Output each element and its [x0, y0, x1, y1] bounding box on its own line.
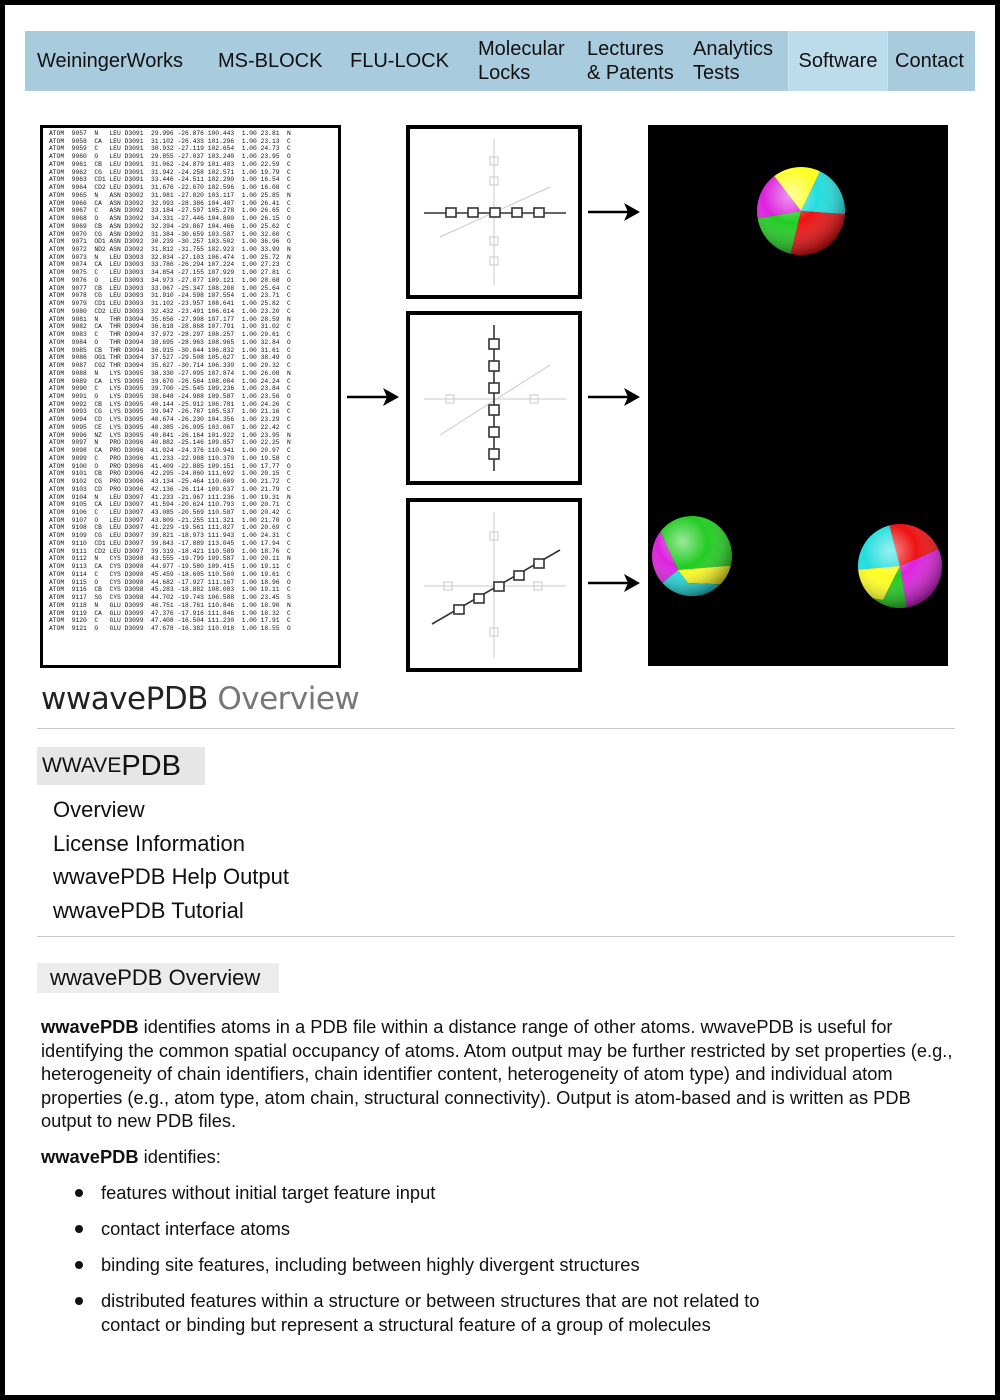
list-item: features without initial target feature input	[75, 1181, 821, 1205]
nav-label: WeiningerWorks	[37, 50, 183, 72]
page-title-part2: Overview	[217, 681, 360, 717]
nav-software[interactable]	[788, 31, 888, 91]
pdb-row: ATOM 9116 CB CYS D3098 45.283 -18.882 108.083 1.00 19.11 C	[49, 586, 291, 594]
pdb-row: ATOM 9058 CA LEU D3091 31.102 -26.433 101.296 1.00 23.13 C	[49, 137, 291, 145]
pdb-row: ATOM 9112 N CYS D3098 43.555 -19.799 109.587 1.00 20.11 N	[49, 555, 291, 563]
pdb-row: ATOM 9097 N PRO D3096 40.882 -25.146 109.857 1.00 22.25 N	[49, 439, 291, 447]
toc-list	[53, 793, 289, 927]
pdb-row: ATOM 9091 O LYS D3095 38.648 -24.988 109.587 1.00 23.56 O	[49, 392, 291, 400]
page-title-part1: wwavePDB	[41, 681, 208, 717]
nav-label: FLU-LOCK	[350, 50, 449, 72]
pdb-row: ATOM 9102 CG PRO D3096 43.134 -25.464 110.609 1.00 21.72 C	[49, 478, 291, 486]
pdb-listing-text	[49, 130, 338, 633]
pdb-row: ATOM 9098 CA PRO D3096 41.024 -24.376 110.941 1.00 20.97 C	[49, 447, 291, 455]
intro-text: identifies atoms in a PDB file within a distance range of other atoms. wwavePDB is useful for identifying the common spatial occupancy of atoms. Atom output may be further restricted by set properties (e.g., heterogeneity of chain identifiers, chain identifier content, heterogeneity of atom type) and individual atom properties (e.g., atom type, atom chain, structural connectivity). Output is atom-based and is written as PDB output to new PDB files.	[41, 1016, 953, 1132]
pdb-row: ATOM 9061 CB LEU D3091 31.062 -24.879 101.483 1.00 22.59 C	[49, 160, 291, 168]
pdb-row: ATOM 9105 CA LEU D3097 41.594 -20.624 110.793 1.00 20.71 C	[49, 501, 291, 509]
pdb-row: ATOM 9099 C PRO D3096 41.233 -22.988 110.370 1.00 19.58 C	[49, 454, 291, 462]
pdb-row: ATOM 9078 CG LEU D3093 31.910 -24.598 107.554 1.00 23.71 C	[49, 292, 291, 300]
sphere-bottom-right	[853, 520, 948, 615]
toc-header-big: PDB	[121, 749, 181, 782]
toc-link-help-output[interactable]: wwavePDB Help Output	[53, 864, 289, 889]
nav-label-line2: Tests	[693, 62, 740, 84]
pdb-row: ATOM 9063 CD1 LEU D3091 33.446 -24.511 102.290 1.00 16.54 C	[49, 176, 291, 184]
pdb-row: ATOM 9080 CD2 LEU D3093 32.432 -23.491 106.614 1.00 23.20 C	[49, 307, 291, 315]
page-frame	[5, 5, 995, 1395]
pdb-row: ATOM 9064 CD2 LEU D3091 31.676 -22.670 102.596 1.00 16.08 C	[49, 184, 291, 192]
pdb-row: ATOM 9100 O PRO D3096 41.409 -22.885 109.151 1.00 17.77 O	[49, 462, 291, 470]
pdb-row: ATOM 9103 CD PRO D3096 42.136 -26.114 109.637 1.00 21.79 C	[49, 485, 291, 493]
pdb-row: ATOM 9118 N GLU D3099 46.751 -18.761 110.846 1.00 18.90 N	[49, 601, 291, 609]
pdb-row: ATOM 9074 CA LEU D3093 33.786 -26.294 107.224 1.00 27.23 C	[49, 261, 291, 269]
pdb-row: ATOM 9057 N LEU D3091 29.996 -26.876 100.443 1.00 23.81 N	[49, 130, 291, 137]
pdb-row: ATOM 9060 O LEU D3091 29.855 -27.037 103.240 1.00 23.95 O	[49, 153, 291, 161]
pdb-row: ATOM 9107 O LEU D3097 43.809 -21.255 111.321 1.00 21.70 O	[49, 516, 291, 524]
section-heading: wwavePDB Overview	[37, 963, 279, 993]
nav-label-line1: Analytics	[693, 38, 774, 60]
nav-molecular-locks[interactable]	[478, 31, 565, 91]
pdb-row: ATOM 9059 C LEU D3091 30.932 -27.119 102.654 1.00 24.73 C	[49, 145, 291, 153]
pdb-row: ATOM 9086 OG1 THR D3094 37.527 -29.508 105.627 1.00 38.49 O	[49, 354, 291, 362]
intro-paragraph	[41, 1015, 953, 1133]
pdb-row: ATOM 9115 O CYS D3098 44.682 -17.927 111.167 1.00 18.96 O	[49, 578, 291, 586]
pdb-row: ATOM 9101 CB PRO D3096 42.295 -24.860 111.692 1.00 20.15 C	[49, 470, 291, 478]
arrow-right-icon	[588, 200, 642, 224]
toc-link-overview[interactable]: Overview	[53, 797, 145, 822]
pdb-row: ATOM 9090 C LYS D3095 39.700 -25.545 109.236 1.00 23.84 C	[49, 385, 291, 393]
nav-analytics-tests[interactable]	[693, 31, 773, 91]
pdb-row: ATOM 9092 CB LYS D3095 40.144 -25.912 106.781 1.00 24.26 C	[49, 400, 291, 408]
pdb-row: ATOM 9076 O LEU D3093 34.973 -27.077 109.121 1.00 28.68 O	[49, 276, 291, 284]
pdb-row: ATOM 9073 N LEU D3093 32.834 -27.103 106.474 1.00 25.72 N	[49, 253, 291, 261]
pdb-row: ATOM 9093 CG LYS D3095 39.947 -26.787 105.537 1.00 21.16 C	[49, 408, 291, 416]
pdb-row: ATOM 9081 N THR D3094 35.656 -27.908 107.177 1.00 28.59 N	[49, 315, 291, 323]
pdb-row: ATOM 9106 C LEU D3097 43.085 -20.569 110.587 1.00 20.42 C	[49, 508, 291, 516]
sphere-top	[748, 155, 858, 265]
pdb-row: ATOM 9110 CD1 LEU D3097 39.843 -17.889 113.045 1.00 17.94 C	[49, 539, 291, 547]
toc-header	[37, 747, 205, 785]
pdb-row: ATOM 9094 CD LYS D3095 40.674 -26.230 104.356 1.00 23.29 C	[49, 416, 291, 424]
pdb-row: ATOM 9109 CG LEU D3097 39.821 -18.973 111.943 1.00 24.31 C	[49, 532, 291, 540]
pdb-row: ATOM 9087 CG2 THR D3094 35.627 -30.714 106.330 1.00 29.32 C	[49, 362, 291, 370]
top-nav	[25, 31, 975, 91]
nav-label-line1: Lectures	[587, 38, 664, 60]
pdb-row: ATOM 9084 O THR D3094 38.695 -28.963 108.965 1.00 32.84 O	[49, 338, 291, 346]
nav-ms-block[interactable]	[218, 31, 322, 91]
pdb-row: ATOM 9113 CA CYS D3098 44.977 -19.580 109.415 1.00 19.11 C	[49, 563, 291, 571]
pdb-row: ATOM 9089 CA LYS D3095 39.670 -26.584 108.084 1.00 24.24 C	[49, 377, 291, 385]
molecule-diagram-diagonal	[406, 498, 582, 672]
pdb-row: ATOM 9095 CE LYS D3095 40.385 -26.995 103.067 1.00 22.42 C	[49, 423, 291, 431]
pdb-row: ATOM 9065 N ASN D3092 31.981 -27.820 103.117 1.00 25.85 N	[49, 191, 291, 199]
pdb-row: ATOM 9077 CB LEU D3093 33.067 -25.347 108.208 1.00 25.64 C	[49, 284, 291, 292]
nav-label: Software	[798, 50, 878, 72]
nav-label: Contact	[895, 50, 964, 72]
pdb-row: ATOM 9085 CB THR D3094 36.915 -30.044 106.832 1.00 31.61 C	[49, 346, 291, 354]
page-title	[41, 681, 359, 717]
pdb-row: ATOM 9066 CA ASN D3092 32.093 -28.386 104.487 1.00 26.41 C	[49, 199, 291, 207]
pdb-row: ATOM 9082 CA THR D3094 36.618 -28.868 107.791 1.00 31.02 C	[49, 323, 291, 331]
pdb-row: ATOM 9068 O ASN D3092 34.331 -27.446 104.800 1.00 26.15 O	[49, 215, 291, 223]
nav-label	[478, 37, 565, 85]
pdb-row: ATOM 9111 CD2 LEU D3097 39.319 -18.421 110.589 1.00 18.76 C	[49, 547, 291, 555]
sphere-render-panel	[648, 125, 948, 666]
pdb-row: ATOM 9120 C GLU D3099 47.408 -16.504 111.230 1.00 17.91 C	[49, 617, 291, 625]
nav-label: MS-BLOCK	[218, 50, 323, 72]
pdb-row: ATOM 9121 O GLU D3099 47.678 -16.382 110.018 1.00 18.55 O	[49, 625, 291, 632]
identifies-bold: wwavePDB	[41, 1146, 139, 1167]
pdb-row: ATOM 9117 SG CYS D3098 44.702 -19.743 106.588 1.00 23.45 S	[49, 594, 291, 602]
pdb-row: ATOM 9069 CB ASN D3092 32.394 -29.867 104.466 1.00 25.62 C	[49, 222, 291, 230]
pdb-listing-image	[40, 125, 341, 668]
nav-label	[587, 37, 674, 85]
nav-flu-lock[interactable]	[350, 31, 449, 91]
arrow-right-icon	[588, 571, 642, 595]
nav-label-line1: Molecular	[478, 38, 565, 60]
pdb-row: ATOM 9108 CB LEU D3097 41.229 -19.561 111.827 1.00 20.69 C	[49, 524, 291, 532]
list-item: contact interface atoms	[75, 1217, 821, 1241]
pdb-row: ATOM 9075 C LEU D3093 34.854 -27.155 107.929 1.00 27.81 C	[49, 269, 291, 277]
sphere-bottom-left	[648, 505, 738, 605]
arrow-right-icon	[347, 385, 401, 409]
identifies-line	[41, 1146, 221, 1168]
divider	[37, 936, 955, 937]
molecule-diagram-horizontal	[406, 125, 582, 299]
pdb-row: ATOM 9062 CG LEU D3091 31.942 -24.258 102.571 1.00 19.79 C	[49, 168, 291, 176]
nav-lectures-patents[interactable]	[587, 31, 674, 91]
pdb-row: ATOM 9070 CG ASN D3092 31.384 -30.659 103.587 1.00 32.60 C	[49, 230, 291, 238]
pdb-row: ATOM 9072 ND2 ASN D3092 31.812 -31.755 102.923 1.00 33.99 N	[49, 246, 291, 254]
molecule-diagram-vertical	[406, 311, 582, 485]
pdb-row: ATOM 9104 N LEU D3097 41.233 -21.967 111.236 1.00 19.31 N	[49, 493, 291, 501]
divider	[37, 728, 955, 729]
pdb-row: ATOM 9071 OD1 ASN D3092 30.239 -30.257 103.502 1.00 36.96 O	[49, 238, 291, 246]
toc-link-license[interactable]: License Information	[53, 830, 245, 856]
feature-list	[75, 1181, 821, 1349]
pdb-row: ATOM 9079 CD1 LEU D3093 31.102 -23.957 108.641 1.00 25.82 C	[49, 300, 291, 308]
nav-label-line2: Locks	[478, 62, 531, 84]
nav-label-line2: & Patents	[587, 62, 674, 84]
pdb-row: ATOM 9114 C CYS D3098 45.459 -18.605 110.560 1.00 19.61 C	[49, 570, 291, 578]
arrow-right-icon	[588, 385, 642, 409]
toc-link-tutorial[interactable]: wwavePDB Tutorial	[53, 897, 244, 923]
pdb-row: ATOM 9088 N LYS D3095 38.330 -27.095 107.874 1.00 26.08 N	[49, 369, 291, 377]
list-item: distributed features within a structure or between structures that are not related to contact or binding but represent a structural feature of a group of molecules	[75, 1289, 821, 1337]
nav-weiningerworks[interactable]	[37, 31, 183, 91]
pdb-row: ATOM 9083 C THR D3094 37.972 -28.297 108.257 1.00 29.61 C	[49, 331, 291, 339]
pdb-row: ATOM 9096 NZ LYS D3095 40.841 -26.164 101.922 1.00 23.95 N	[49, 431, 291, 439]
nav-contact[interactable]	[895, 31, 964, 91]
identifies-text: identifies:	[138, 1146, 221, 1167]
toc-header-small: WWAVE	[42, 754, 122, 777]
pdb-row: ATOM 9067 C ASN D3092 33.184 -27.597 105.278 1.00 26.65 C	[49, 207, 291, 215]
intro-bold: wwavePDB	[41, 1016, 139, 1037]
list-item: binding site features, including between highly divergent structures	[75, 1253, 821, 1277]
pdb-row: ATOM 9119 CA GLU D3099 47.376 -17.916 111.846 1.00 18.32 C	[49, 609, 291, 617]
nav-label	[693, 37, 773, 85]
